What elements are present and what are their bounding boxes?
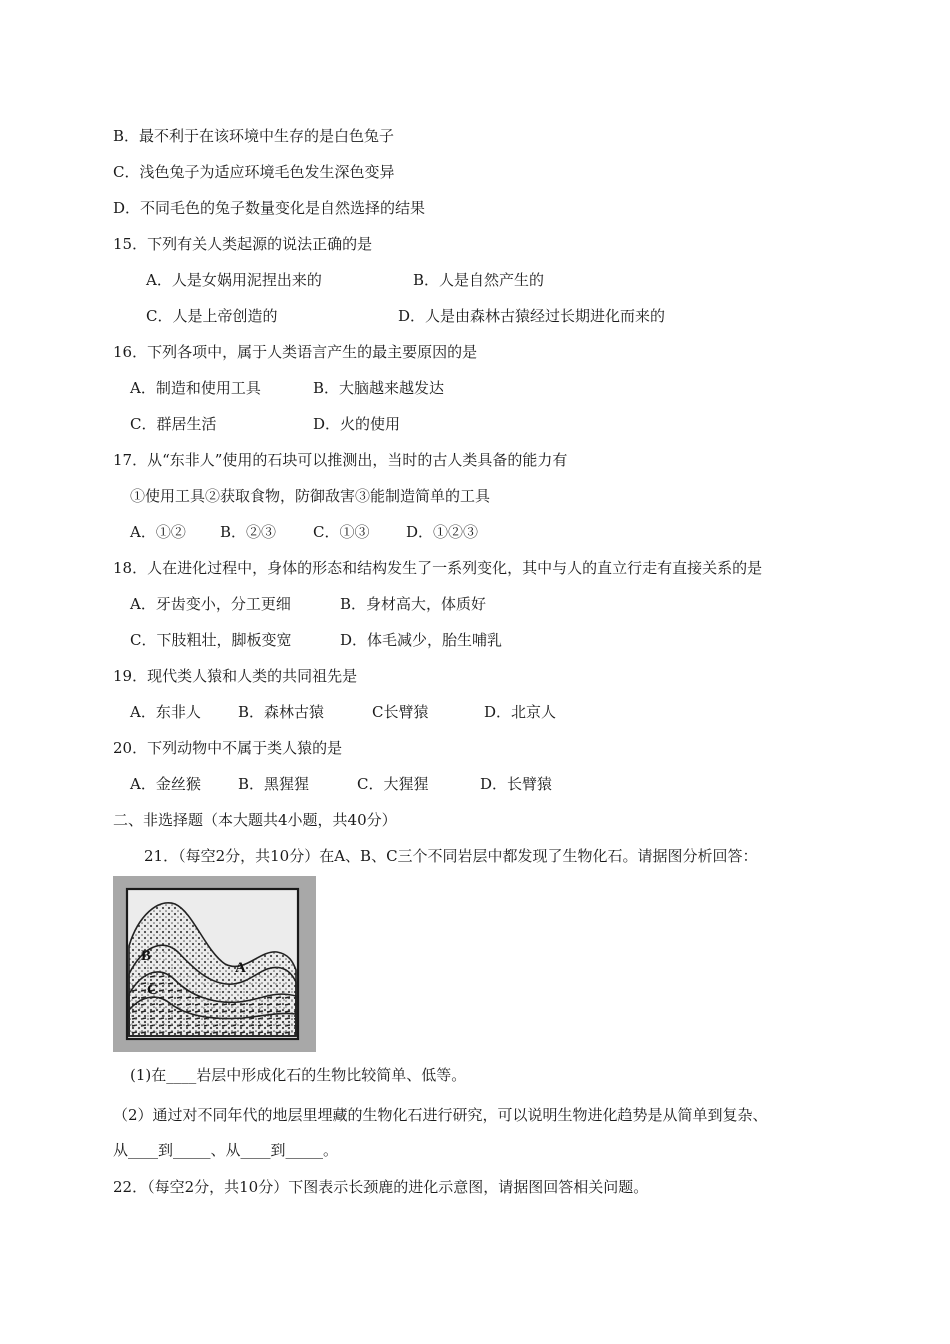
option-20b: B．黑猩猩 xyxy=(238,775,310,793)
option-18a: A．牙齿变小，分工更细 xyxy=(130,595,291,613)
label-c: C xyxy=(147,982,158,998)
option-17d: D．①②③ xyxy=(406,523,479,541)
option-17c: C．①③ xyxy=(313,523,370,541)
option-19c: C长臂猿 xyxy=(372,703,429,721)
question-22: 22．（每空2分，共10分）下图表示长颈鹿的进化示意图，请据图回答相关问题。 xyxy=(113,1178,649,1196)
question-17: 17．从“东非人”使用的石块可以推测出，当时的古人类具备的能力有 xyxy=(113,451,568,469)
option-19a: A．东非人 xyxy=(130,703,201,721)
rock-strata-figure xyxy=(113,876,316,1052)
option-20c: C．大猩猩 xyxy=(357,775,429,793)
question-15: 15．下列有关人类起源的说法正确的是 xyxy=(113,235,373,253)
option-16b: B．大脑越来越发达 xyxy=(313,379,445,397)
question-21-part-2: （2）通过对不同年代的地层里埋藏的生物化石进行研究，可以说明生物进化趋势是从简单到复杂、 xyxy=(113,1106,768,1124)
option-18d: D．体毛减少，胎生哺乳 xyxy=(340,631,503,649)
option-16d: D．火的使用 xyxy=(313,415,401,433)
option-15a: A．人是女娲用泥捏出来的 xyxy=(146,271,322,289)
option-19b: B．森林古猿 xyxy=(238,703,325,721)
option-17a: A．①② xyxy=(130,523,186,541)
option-18b: B．身材高大，体质好 xyxy=(340,595,487,613)
option-20a: A．金丝猴 xyxy=(130,775,201,793)
option-15d: D．人是由森林古猿经过长期进化而来的 xyxy=(398,307,666,325)
question-18: 18．人在进化过程中，身体的形态和结构发生了一系列变化，其中与人的直立行走有直接关系的是 xyxy=(113,559,763,577)
option-15b: B．人是自然产生的 xyxy=(413,271,545,289)
option-19d: D．北京人 xyxy=(484,703,557,721)
question-19: 19．现代类人猿和人类的共同祖先是 xyxy=(113,667,358,685)
option-14c: C．浅色兔子为适应环境毛色发生深色变异 xyxy=(113,163,395,181)
option-16a: A．制造和使用工具 xyxy=(130,379,261,397)
option-17b: B．②③ xyxy=(220,523,277,541)
question-16: 16．下列各项中，属于人类语言产生的最主要原因的是 xyxy=(113,343,478,361)
option-18c: C．下肢粗壮，脚板变宽 xyxy=(130,631,292,649)
label-b: B xyxy=(141,948,152,964)
option-16c: C．群居生活 xyxy=(130,415,217,433)
section-heading: 二、非选择题（本大题共4小题，共40分） xyxy=(113,811,397,829)
option-15c: C．人是上帝创造的 xyxy=(146,307,278,325)
question-21: 21．（每空2分，共10分）在A、B、C三个不同岩层中都发现了生物化石。请据图分析回答： xyxy=(144,847,758,865)
option-20d: D．长臂猿 xyxy=(480,775,553,793)
option-14d: D．不同毛色的兔子数量变化是自然选择的结果 xyxy=(113,199,426,217)
label-a: A xyxy=(235,960,246,976)
question-21-part-1: (1)在____岩层中形成化石的生物比较简单、低等。 xyxy=(130,1066,467,1084)
option-14b: B．最不利于在该环境中生存的是白色兔子 xyxy=(113,127,395,145)
question-21-part-2-blanks: 从____到_____、从____到_____。 xyxy=(113,1141,339,1159)
statement-17: ①使用工具②获取食物，防御敌害③能制造简单的工具 xyxy=(130,487,491,505)
question-20: 20．下列动物中不属于类人猿的是 xyxy=(113,739,343,757)
